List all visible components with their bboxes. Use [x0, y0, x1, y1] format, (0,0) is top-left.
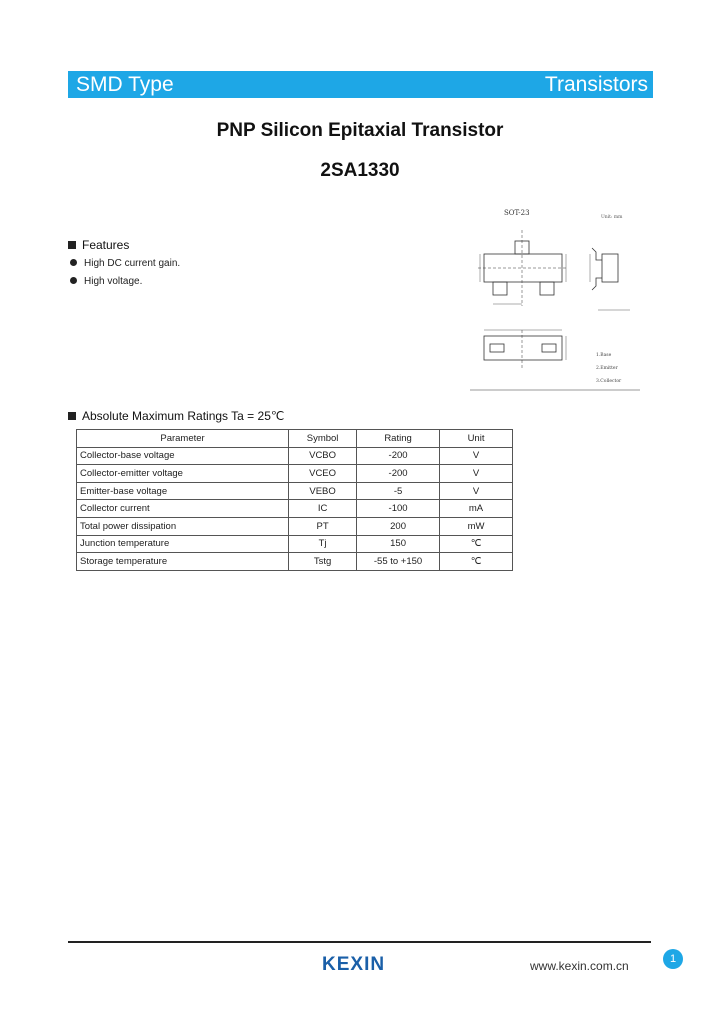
table-row	[77, 482, 513, 500]
param-cell: Emitter-base voltage	[77, 482, 289, 500]
param-cell: Collector-emitter voltage	[77, 465, 289, 483]
footer-url: www.kexin.com.cn	[530, 959, 629, 973]
symbol-cell: Tstg	[289, 553, 357, 571]
square-bullet-icon	[68, 241, 76, 249]
unit-cell: V	[440, 465, 513, 483]
rating-cell: -55 to +150	[357, 553, 440, 571]
rating-cell: -200	[357, 447, 440, 465]
feature-item	[70, 276, 142, 288]
page-number-badge: 1	[663, 949, 683, 969]
bullet-dot-icon	[70, 259, 77, 266]
unit-cell: V	[440, 447, 513, 465]
rating-cell: 150	[357, 535, 440, 553]
part-number: 2SA1330	[320, 160, 400, 181]
header-left-label: SMD Type	[76, 73, 174, 96]
features-heading	[68, 238, 129, 252]
ratings-heading	[68, 409, 284, 423]
logo-text: KEXIN	[322, 954, 386, 974]
unit-label: Unit: mm	[601, 215, 623, 220]
unit-cell: V	[440, 482, 513, 500]
kexin-logo	[322, 952, 402, 974]
unit-cell: mW	[440, 517, 513, 535]
header-banner	[68, 71, 653, 98]
kexin-logo-icon	[322, 952, 402, 974]
pin-label: 2.Emitter	[596, 366, 618, 371]
package-outline-drawing	[470, 206, 640, 392]
table-row	[77, 447, 513, 465]
symbol-cell: VCEO	[289, 465, 357, 483]
column-header: Rating	[357, 430, 440, 448]
package-drawing-svg	[470, 206, 640, 392]
feature-item	[70, 258, 180, 270]
param-cell: Storage temperature	[77, 553, 289, 571]
unit-cell: mA	[440, 500, 513, 518]
table-row	[77, 535, 513, 553]
doc-title: PNP Silicon Epitaxial Transistor	[216, 120, 504, 141]
symbol-cell: VCBO	[289, 447, 357, 465]
symbol-cell: Tj	[289, 535, 357, 553]
unit-cell: ℃	[440, 553, 513, 571]
table-row	[77, 553, 513, 571]
param-cell: Total power dissipation	[77, 517, 289, 535]
bottom-body	[484, 336, 562, 360]
features-heading-text: Features	[82, 238, 130, 252]
footer-divider	[68, 941, 651, 943]
param-cell: Junction temperature	[77, 535, 289, 553]
pin-label: 3.Collector	[596, 379, 622, 384]
header-right-label: Transistors	[544, 73, 648, 96]
bottom-lead-left	[490, 344, 504, 352]
column-header: Symbol	[289, 430, 357, 448]
table-row	[77, 465, 513, 483]
table-row	[77, 517, 513, 535]
param-cell: Collector-base voltage	[77, 447, 289, 465]
symbol-cell: PT	[289, 517, 357, 535]
side-body	[602, 254, 618, 282]
feature-item-text: High voltage.	[84, 276, 143, 287]
column-header: Parameter	[77, 430, 289, 448]
rating-cell: -5	[357, 482, 440, 500]
bullet-dot-icon	[70, 277, 77, 284]
package-name: SOT-23	[504, 209, 530, 217]
table-row	[77, 500, 513, 518]
lead-bottom-left	[493, 282, 507, 295]
bottom-lead-right	[542, 344, 556, 352]
rating-cell: 200	[357, 517, 440, 535]
square-bullet-icon	[68, 412, 76, 420]
lead-bottom-right	[540, 282, 554, 295]
pin-label: 1.Base	[596, 353, 612, 358]
unit-cell: ℃	[440, 535, 513, 553]
rating-cell: -100	[357, 500, 440, 518]
column-header: Unit	[440, 430, 513, 448]
ratings-heading-text: Absolute Maximum Ratings Ta = 25℃	[82, 409, 285, 423]
table-header-row	[77, 430, 513, 448]
feature-item-text: High DC current gain.	[84, 258, 181, 269]
symbol-cell: VEBO	[289, 482, 357, 500]
param-cell: Collector current	[77, 500, 289, 518]
rating-cell: -200	[357, 465, 440, 483]
side-lead	[592, 248, 602, 290]
ratings-table	[76, 429, 513, 571]
symbol-cell: IC	[289, 500, 357, 518]
